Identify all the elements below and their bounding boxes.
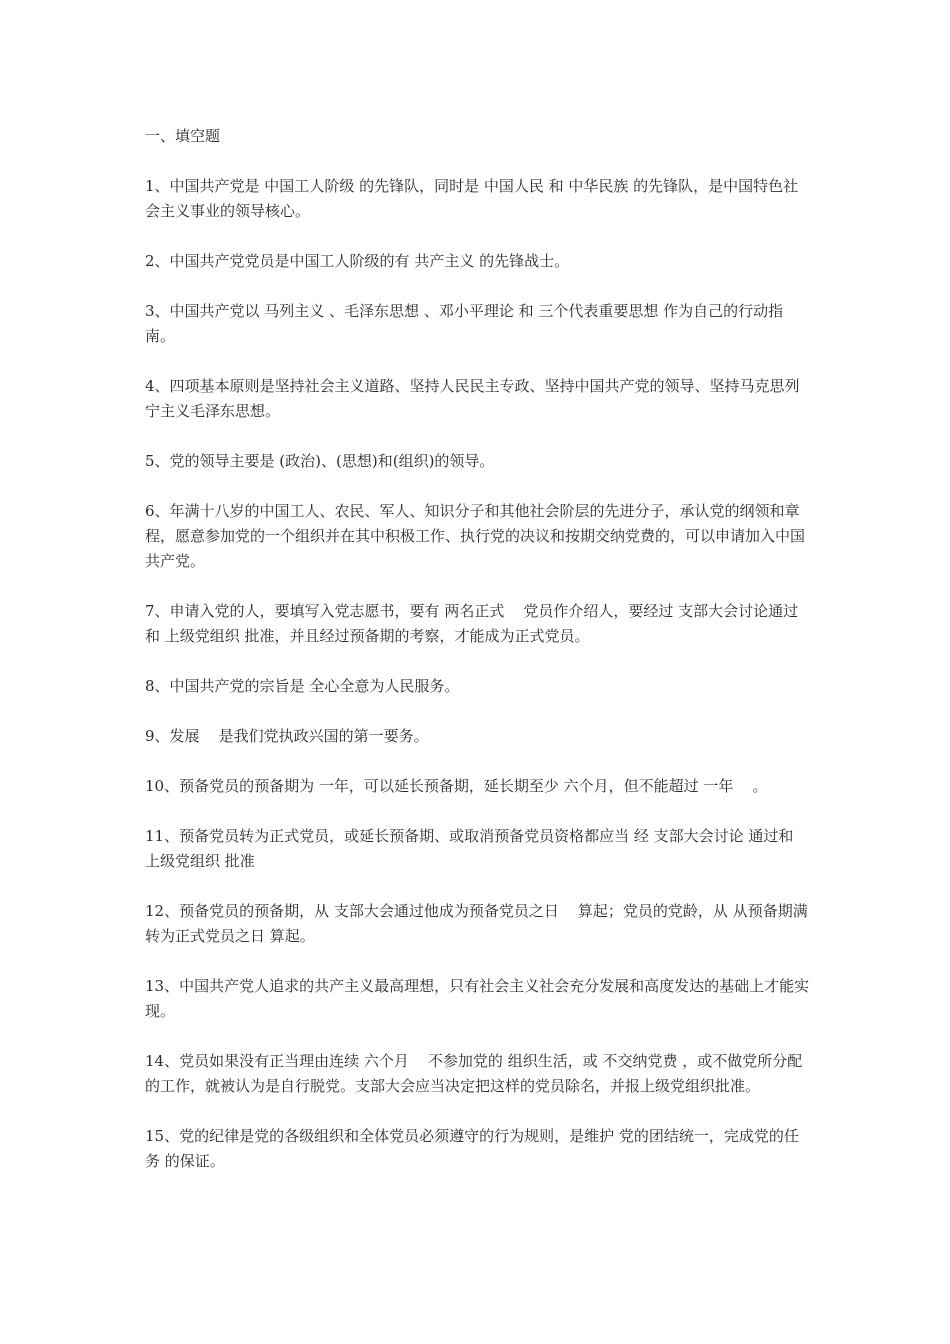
question-2: 2、中国共产党党员是中国工人阶级的有 共产主义 的先锋战士。 (145, 252, 570, 270)
document-body (145, 124, 810, 1199)
question-5: 5、党的领导主要是 (政治)、(思想)和(组织)的领导。 (145, 452, 495, 470)
question-12: 12、预备党员的预备期，从 支部大会通过他成为预备党员之日 算起；党员的党龄，从 从预备期满转为正式党员之日 算起。 (145, 902, 808, 945)
question-14: 14、党员如果没有正当理由连续 六个月 不参加党的 组织生活，或 不交纳党费 ，或不做党所分配的工作，就被认为是自行脱党。支部大会应当决定把这样的党员除名，并报上级党组织批准。 (145, 1052, 803, 1095)
question-13: 13、中国共产党人追求的共产主义最高理想，只有社会主义社会充分发展和高度发达的基础上才能实现。 (145, 977, 810, 1020)
question-6: 6、年满十八岁的中国工人、农民、军人、知识分子和其他社会阶层的先进分子，承认党的纲领和章程，愿意参加党的一个组织并在其中积极工作、执行党的决议和按期交纳党费的，可以申请加入中国共产党。 (145, 502, 806, 570)
section-title: 一、填空题 (145, 127, 221, 145)
question-3: 3、中国共产党以 马列主义 、毛泽东思想 、邓小平理论 和 三个代表重要思想 作为自己的行动指南。 (145, 302, 784, 345)
question-15: 15、党的纪律是党的各级组织和全体党员必须遵守的行为规则，是维护 党的团结统一，完成党的任务 的保证。 (145, 1127, 799, 1170)
question-4: 4、四项基本原则是坚持社会主义道路、坚持人民民主专政、坚持中国共产党的领导、坚持马克思列宁主义毛泽东思想。 (145, 377, 800, 420)
question-7: 7、申请入党的人，要填写入党志愿书，要有 两名正式 党员作介绍人，要经过 支部大会讨论通过和 上级党组织 批准，并且经过预备期的考察，才能成为正式党员。 (145, 602, 799, 645)
question-10: 10、预备党员的预备期为 一年，可以延长预备期，延长期至少 六个月，但不能超过 一年 。 (145, 777, 768, 795)
question-9: 9、发展 是我们党执政兴国的第一要务。 (145, 727, 429, 745)
question-8: 8、中国共产党的宗旨是 全心全意为人民服务。 (145, 677, 460, 695)
question-11: 11、预备党员转为正式党员，或延长预备期、或取消预备党员资格都应当 经 支部大会讨论 通过和 上级党组织 批准 (145, 827, 799, 870)
question-1: 1、中国共产党是 中国工人阶级 的先锋队，同时是 中国人民 和 中华民族 的先锋队，是中国特色社会主义事业的领导核心。 (145, 177, 799, 220)
